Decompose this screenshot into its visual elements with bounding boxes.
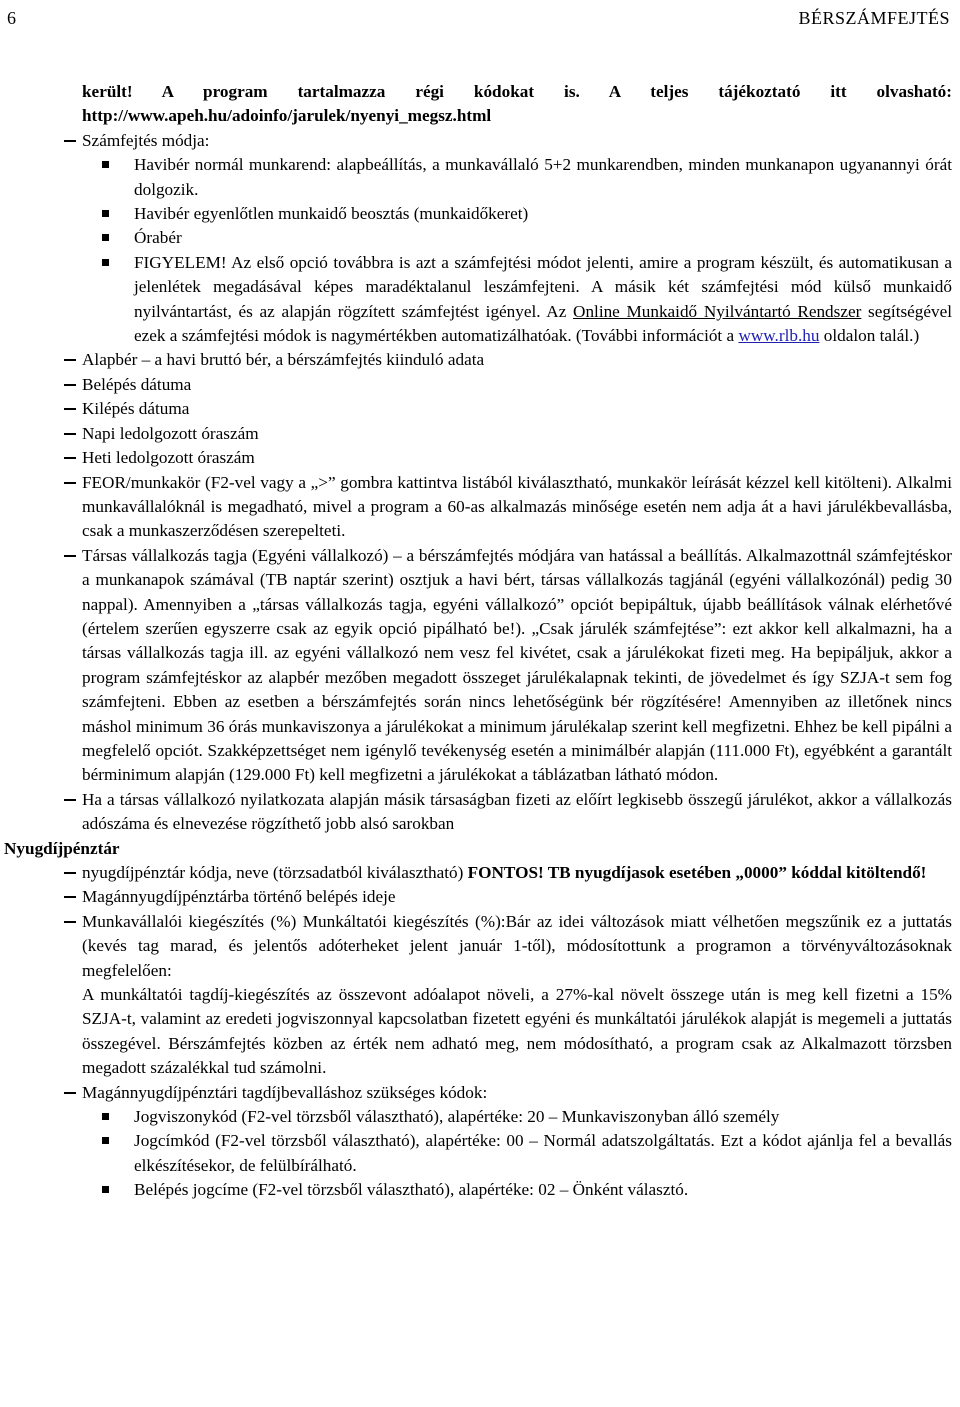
- list-item-masik-tarsasag: Ha a társas vállalkozó nyilatkozata alapján másik társaságban fizeti az előírt legkisebb összegű járulékot, akkor a vállalkozás adószáma és elnevezése rögzíthető jobb alsó sarokban: [0, 788, 960, 837]
- list-item-kilepes: Kilépés dátuma: [0, 397, 960, 421]
- bullet-figyelem: FIGYELEM! Az első opció továbbra is azt a számfejtési módot jelenti, amire a program készült, és automatikusan a jelenlétek megadásával képes maradéktalanul leszámfejteni. A másik két számfejtési mód külső munkaidő nyilvántartást, és az alapján rögzített számfejtést igényel. Az Online Munkaidő Nyilvántartó Rendszer segítségével ezek a számfejtési módok is nagymértékben automatizálhatóak. (További információt a www.rlb.hu oldalon talál.): [0, 251, 960, 349]
- apeh-link[interactable]: http://www.apeh.hu/adoinfo/jarulek/nyenyi_megsz.html: [82, 106, 492, 126]
- list-item-kodok: Magánnyugdíjpénztári tagdíjbevalláshoz szükséges kódok:: [0, 1081, 960, 1105]
- bullet-belepes-jogcime: Belépés jogcíme (F2-vel törzsből választható), alapértéke: 02 – Önként választó.: [0, 1178, 960, 1202]
- list-item-nyugdij-kod: nyugdíjpénztár kódja, neve (törzsadatból kiválasztható) FONTOS! TB nyugdíjasok esetében „0000” kóddal kitöltendő!: [0, 861, 960, 885]
- list-item-alapber: Alapbér – a havi bruttó bér, a bérszámfejtés kiinduló adata: [0, 348, 960, 372]
- list-item-kiegeszites: Munkavállalói kiegészítés (%) Munkáltatói kiegészítés (%):Bár az idei változások miatt vélhetően megszűnik ez a juttatás (kevés tag marad, és jelentős adóterheket jelent január 1-től), módosítottunk a programon a törvényváltozásoknak megfelelően:: [0, 910, 960, 983]
- online-rendszer-link[interactable]: Online Munkaidő Nyilvántartó Rendszer: [573, 301, 862, 321]
- list-item-tarsas: Társas vállalkozás tagja (Egyéni vállalkozó) – a bérszámfejtés módjára van hatással a beállítás. Alkalmazottnál számfejtéskor a munkanapok számával (TB naptár szerint) osztjuk a havi bért, társas vállalkozás tagjánál (egyéni vállalkozónál) pedig 30 nappal). Amennyiben a „társas vállalkozás tagja, egyéni vállalkozó” opciót bepipáltuk, újabb beállítások válnak elérhetővé (értelem szerűen egyszerre csak az egyik opció pipálható be!). „Csak járulék számfejtése”: ezt akkor kell alkalmazni, ha a társas vállalkozás tagja ill. az egyéni vállalkozó nem vesz fel kivétet, csak a járulékokat fizeti meg. Ha bepipáljuk, akkor a program számfejtéskor az alapbér mezőben megadott összeget járulékalapnak tekinti, de jövedelmet és így SZJA-t sem fog számfejteni. Ebben az esetben a bérszámfejtés során nincs lehetőségünk bér rögzítésére! Amennyiben az illetőnek nincs máshol minimum 36 órás munkaviszonya a járulékokat a minimum járulékalap szerint kell megfizetni. Ehhez be kell pipálni a megfelelő opciót. Szakképzettséget nem igénylő tevékenység esetén a minimálbér alapján (111.000 Ft), egyébként a garantált bérminimum alapján (129.000 Ft) kell megfizetni a járulékokat a táblázatban látható módon.: [0, 544, 960, 788]
- page-header: [0, 0, 960, 42]
- page-body: [0, 80, 960, 1203]
- kiegeszites-paragraph: A munkáltatói tagdíj-kiegészítés az összevont adóalapot növeli, a 27%-kal növelt összege után is meg kell fizetni a 15% SZJA-t, valamint az eredeti jogviszonnyal kapcsolatban fizetett egyéni és munkáltatói járulékok alapját is megemeli a juttatás összegével. Bérszámfejtés közben az érték nem adható meg, nem módosítható, a program csak az Alkalmazott törzsben megadott százalékkal tud számolni.: [82, 985, 952, 1078]
- bullet-jogcimkod: Jogcímkód (F2-vel törzsből választható), alapértéke: 00 – Normál adatszolgáltatás. Ezt a kódot ajánlja fel a bevallás elkészítésekor, de felülbírálható.: [0, 1129, 960, 1178]
- running-title: BÉRSZÁMFEJTÉS: [798, 8, 950, 28]
- intro-paragraph: került! A program tartalmazza régi kódokat is. A teljes tájékoztató itt olvasható: http://www.apeh.hu/adoinfo/jarulek/nyenyi_megsz.html: [82, 82, 952, 126]
- list-item-magan-belepes: Magánnyugdíjpénztárba történő belépés ideje: [0, 885, 960, 909]
- list-item-napi: Napi ledolgozott óraszám: [0, 422, 960, 446]
- bullet-oraber: Órabér: [0, 226, 960, 250]
- list-item-belepes: Belépés dátuma: [0, 373, 960, 397]
- list-item-feor: FEOR/munkakör (F2-vel vagy a „>” gombra kattintva listából kiválasztható, munkakör leírását kézzel kell kitölteni). Alkalmi munkavállalóknál is megadható, mivel a program a 60-as alkalmazás minősége esetén nem adja át a havi járulékbevallásba, csak a munkaszerződésen szerepelteti.: [0, 471, 960, 544]
- bullet-havíber-normal: Havibér normál munkarend: alapbeállítás, a munkavállaló 5+2 munkarendben, minden munkanapon ugyanannyi órát dolgozik.: [0, 153, 960, 202]
- section-heading-nyugdij: Nyugdíjpénztár: [4, 838, 120, 858]
- rlb-link[interactable]: www.rlb.hu: [738, 326, 820, 346]
- bullet-havíber-egyenlotlen: Havibér egyenlőtlen munkaidő beosztás (munkaidőkeret): [0, 202, 960, 226]
- list-item-heti: Heti ledolgozott óraszám: [0, 446, 960, 470]
- bullet-jogviszonykod: Jogviszonykód (F2-vel törzsből választható), alapértéke: 20 – Munkaviszonyban álló személy: [0, 1105, 960, 1129]
- list-item-szamfejtes: Számfejtés módja:: [0, 129, 960, 153]
- page-number: 6: [7, 8, 16, 28]
